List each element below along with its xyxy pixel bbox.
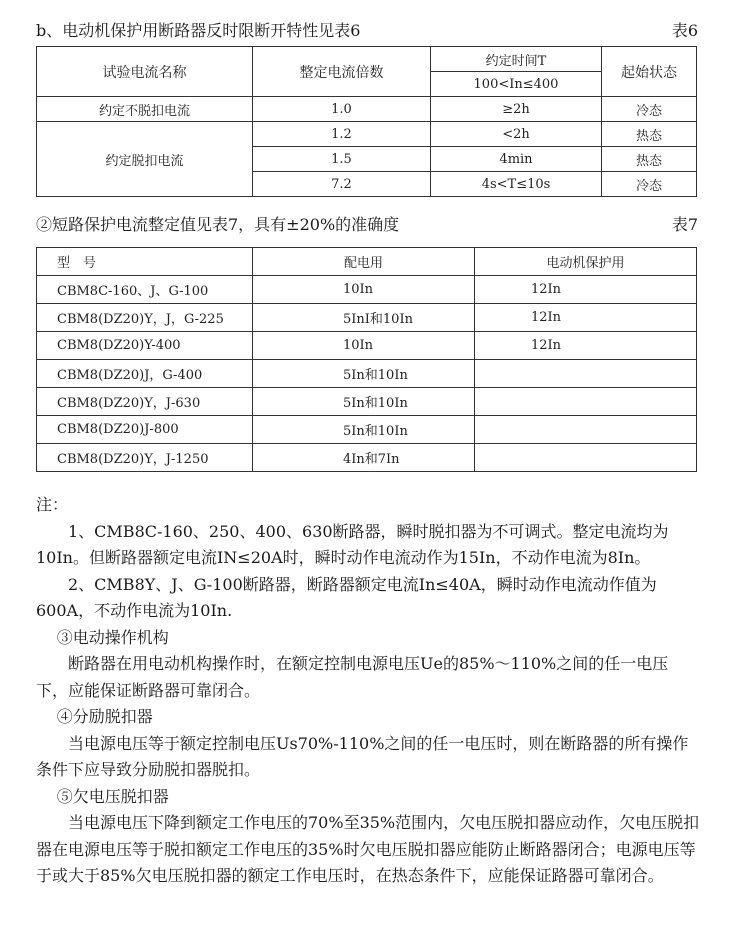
table6-cell-state: 热态	[602, 147, 697, 172]
table7-header-model: 型 号	[37, 248, 253, 276]
table6-cell-state: 冷态	[602, 97, 697, 122]
heading-electric-operating-mechanism: ③电动操作机构	[56, 627, 169, 647]
table7-cell-model: CBM8C-160、J、G-100	[37, 276, 253, 304]
table7-cell-motor	[475, 444, 697, 472]
table7-cell-model: CBM8(DZ20)J-800	[37, 416, 253, 444]
paragraph-undervoltage-release: 当电源电压下降到额定工作电压的70%至35%范围内，欠电压脱扣器应动作，欠电压脱扣器在电源电压等于脱扣额定工作电压的35%时欠电压脱扣器应能防止断路器闭合；电源电压等于或大于85%欠电压脱扣器的额定工作电压时，在热态条件下，应能保证路器可靠闭合。	[36, 813, 700, 885]
table6-header-time: 约定时间T	[431, 47, 602, 72]
table-row	[37, 304, 697, 332]
notes-section	[36, 492, 700, 890]
table7-cell-distribution: 5In和10In	[253, 416, 475, 444]
table6-title: b、电动机保护用断路器反时限断开特性见表6	[36, 21, 361, 40]
table7-cell-motor	[475, 360, 697, 388]
table7-cell-distribution: 4In和7In	[253, 444, 475, 472]
table6-cell-time: 4min	[431, 147, 602, 172]
table7-cell-model: CBM8(DZ20)J，G-400	[37, 360, 253, 388]
table-row	[37, 444, 697, 472]
heading-shunt-release: ④分励脱扣器	[56, 707, 153, 726]
table-row	[37, 360, 697, 388]
table7-cell-distribution: 10In	[253, 276, 475, 304]
table7-caption	[36, 214, 698, 236]
table6-cell-time: 4s<T≤10s	[431, 172, 602, 197]
table6-header-test-current: 试验电流名称	[37, 47, 253, 97]
table-row	[37, 97, 697, 122]
table7-cell-motor	[475, 416, 697, 444]
table6-header-time-sub: 100<In≤400	[431, 72, 602, 97]
table6-cell-multiple: 1.5	[253, 147, 431, 172]
table6-cell-multiple: 1.0	[253, 97, 431, 122]
heading-undervoltage-release: ⑤欠电压脱扣器	[56, 786, 169, 806]
notes-lead: 注：	[36, 495, 69, 514]
table6-cell-name: 约定脱扣电流	[37, 122, 253, 197]
table7-cell-motor: 12In	[475, 276, 697, 304]
table6-cell-time: <2h	[431, 122, 602, 147]
table7-cell-motor: 12In	[475, 304, 697, 332]
table6-cell-name: 约定不脱扣电流	[37, 97, 253, 122]
table7-cell-distribution: 5In和10In	[253, 360, 475, 388]
table7-cell-model: CBM8(DZ20)Y-400	[37, 332, 253, 360]
table6-cell-multiple: 7.2	[253, 172, 431, 197]
table-row	[37, 122, 697, 147]
table7-header-motor: 电动机保护用	[475, 248, 697, 276]
table7-cell-motor	[475, 388, 697, 416]
table6-cell-state: 热态	[602, 122, 697, 147]
table6-caption	[36, 20, 698, 42]
table7-cell-model: CBM8(DZ20)Y，J，G-225	[37, 304, 253, 332]
table7-header-distribution: 配电用	[253, 248, 475, 276]
table7-cell-distribution: 5InI和10In	[253, 304, 475, 332]
table-row	[37, 276, 697, 304]
table6-cell-time: ≥2h	[431, 97, 602, 122]
table6-cell-state: 冷态	[602, 172, 697, 197]
table7-cell-distribution: 5In和10In	[253, 388, 475, 416]
table6-header-multiple: 整定电流倍数	[253, 47, 431, 97]
table7-cell-model: CBM8(DZ20)Y，J-630	[37, 388, 253, 416]
table6-header-state: 起始状态	[602, 47, 697, 97]
table6	[36, 46, 697, 197]
table6-cell-multiple: 1.2	[253, 122, 431, 147]
table6-number: 表6	[671, 21, 698, 40]
table-row	[37, 416, 697, 444]
table7-cell-distribution: 10In	[253, 332, 475, 360]
note-1: 1、CMB8C-160、250、400、630断路器，瞬时脱扣器为不可调式。整定电流均为10In。但断路器额定电流IN≤20A时，瞬时动作电流动作为15In，不动作电流为8In。	[36, 521, 669, 567]
table7-cell-motor: 12In	[475, 332, 697, 360]
table-row	[37, 332, 697, 360]
note-2: 2、CMB8Y、J、G-100断路器，断路器额定电流In≤40A，瞬时动作电流动作值为600A，不动作电流为10In.	[36, 574, 657, 620]
table7-number: 表7	[671, 215, 698, 234]
paragraph-shunt-release: 当电源电压等于额定控制电压Us70%-110%之间的任一电压时，则在断路器的所有操作条件下应导致分励脱扣器脱扣。	[36, 733, 689, 779]
table7	[36, 247, 697, 472]
paragraph-electric-operating-mechanism: 断路器在用电动机构操作时，在额定控制电源电压Ue的85%～110%之间的任一电压下，应能保证断路器可靠闭合。	[36, 654, 669, 700]
table-row	[37, 388, 697, 416]
table7-title: ②短路保护电流整定值见表7，具有±20%的准确度	[36, 215, 400, 234]
table7-cell-model: CBM8(DZ20)Y，J-1250	[37, 444, 253, 472]
